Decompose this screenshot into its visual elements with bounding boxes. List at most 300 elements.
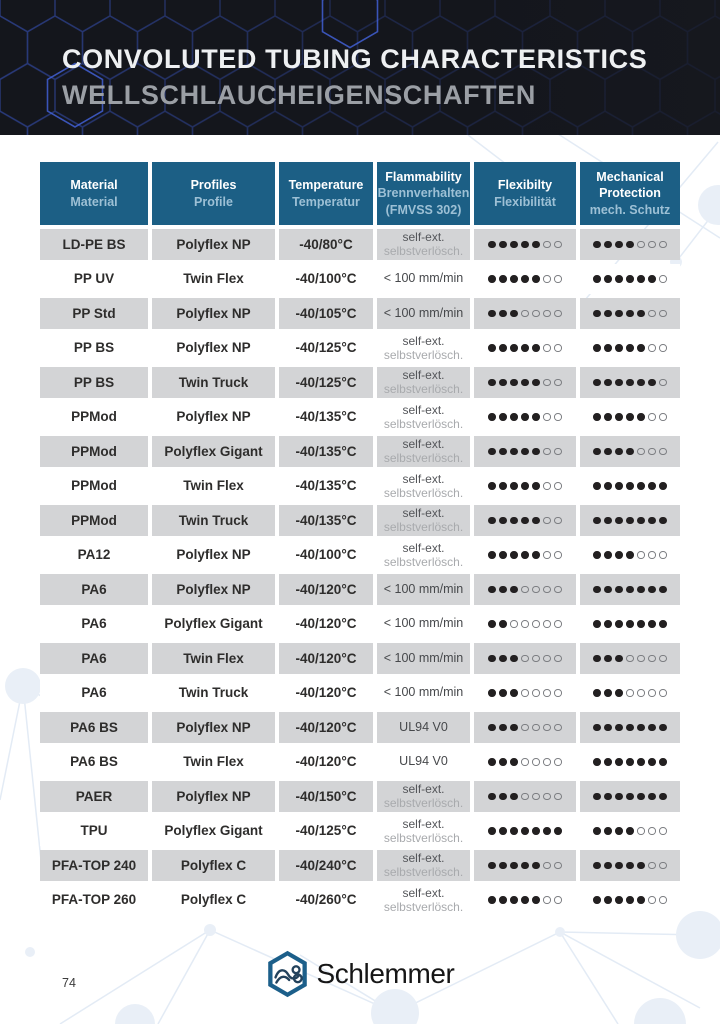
rating-dot-filled [648, 793, 656, 801]
temperature-value: -40/120°C [295, 616, 357, 631]
column-header-label: Material [70, 178, 118, 193]
profile-value: Twin Flex [183, 754, 244, 769]
profile-value: Polyflex NP [176, 788, 251, 804]
rating-dot-empty [532, 793, 540, 801]
mechanical-protection-rating [593, 862, 667, 870]
flammability-cell [377, 781, 470, 812]
rating-dot-filled [510, 551, 518, 559]
flammability-cell [377, 333, 470, 364]
profile-value: Twin Truck [178, 685, 249, 700]
rating-dot-filled [593, 448, 601, 456]
flexibility-rating [488, 551, 562, 559]
material-cell [40, 436, 148, 467]
temperature-value: -40/125°C [295, 340, 357, 355]
rating-dot-empty [554, 896, 562, 904]
temperature-cell [279, 850, 373, 881]
profile-cell [152, 264, 275, 295]
rating-dot-filled [615, 241, 623, 249]
rating-dot-empty [543, 655, 551, 663]
rating-dot-filled [521, 448, 529, 456]
flammability-value-de: selbstverlösch. [383, 830, 464, 845]
rating-dot-filled [659, 517, 667, 525]
rating-dot-empty [637, 827, 645, 835]
material-cell [40, 229, 148, 260]
profile-cell [152, 643, 275, 674]
rating-dot-empty [659, 689, 667, 697]
flammability-value: < 100 mm/min [383, 581, 464, 596]
material-value: PPMod [71, 512, 117, 528]
flexibility-rating-cell [474, 850, 576, 881]
column-header-mechanical-protection [580, 162, 680, 225]
mechanical-protection-rating [593, 827, 667, 835]
material-cell [40, 781, 148, 812]
profile-cell [152, 678, 275, 709]
rating-dot-empty [648, 310, 656, 318]
rating-dot-filled [510, 517, 518, 525]
rating-dot-filled [637, 413, 645, 421]
rating-dot-empty [554, 551, 562, 559]
profile-cell [152, 609, 275, 640]
rating-dot-filled [615, 551, 623, 559]
page-title-de: WELLSCHLAUCHEIGENSCHAFTEN [62, 80, 536, 110]
rating-dot-empty [637, 689, 645, 697]
rating-dot-filled [648, 758, 656, 766]
flammability-cell [377, 747, 470, 778]
flammability-cell [377, 678, 470, 709]
profile-value: Polyflex C [180, 892, 247, 907]
material-value: PFA-TOP 260 [51, 892, 137, 907]
rating-dot-empty [543, 620, 551, 628]
rating-dot-filled [499, 793, 507, 801]
flammability-cell [377, 712, 470, 743]
rating-dot-empty [532, 310, 540, 318]
rating-dot-filled [532, 551, 540, 559]
profile-cell [152, 540, 275, 571]
rating-dot-empty [554, 793, 562, 801]
rating-dot-filled [499, 241, 507, 249]
rating-dot-filled [637, 586, 645, 594]
rating-dot-empty [554, 310, 562, 318]
temperature-cell [279, 678, 373, 709]
rating-dot-filled [593, 344, 601, 352]
rating-dot-filled [593, 586, 601, 594]
rating-dot-filled [510, 689, 518, 697]
rating-dot-filled [499, 275, 507, 283]
rating-dot-empty [543, 482, 551, 490]
temperature-cell [279, 298, 373, 329]
rating-dot-filled [604, 413, 612, 421]
rating-dot-empty [532, 689, 540, 697]
flammability-cell [377, 885, 470, 916]
flexibility-rating-cell [474, 781, 576, 812]
rating-dot-filled [521, 517, 529, 525]
rating-dot-empty [543, 793, 551, 801]
rating-dot-filled [626, 275, 634, 283]
mechanical-rating-cell [580, 781, 680, 812]
rating-dot-filled [659, 620, 667, 628]
rating-dot-filled [648, 482, 656, 490]
flexibility-rating [488, 724, 562, 732]
rating-dot-empty [554, 448, 562, 456]
mechanical-protection-rating [593, 655, 667, 663]
rating-dot-filled [521, 344, 529, 352]
temperature-cell [279, 436, 373, 467]
column-header-label: Mechanical Protection [596, 170, 664, 201]
flexibility-rating-cell [474, 402, 576, 433]
profile-cell [152, 712, 275, 743]
rating-dot-empty [659, 275, 667, 283]
rating-dot-filled [532, 344, 540, 352]
flammability-cell [377, 264, 470, 295]
profile-cell [152, 574, 275, 605]
column-header-sublabel: Material [70, 194, 118, 209]
flexibility-rating [488, 241, 562, 249]
rating-dot-filled [521, 241, 529, 249]
flammability-value: UL94 V0 [399, 754, 448, 769]
rating-dot-filled [488, 758, 496, 766]
mechanical-rating-cell [580, 609, 680, 640]
material-cell [40, 643, 148, 674]
flexibility-rating [488, 344, 562, 352]
material-value: PP BS [73, 340, 115, 355]
rating-dot-filled [648, 275, 656, 283]
rating-dot-filled [659, 724, 667, 732]
rating-dot-filled [532, 896, 540, 904]
rating-dot-empty [626, 655, 634, 663]
rating-dot-empty [554, 344, 562, 352]
rating-dot-filled [615, 758, 623, 766]
mechanical-rating-cell [580, 678, 680, 709]
temperature-value: -40/100°C [295, 271, 357, 286]
mechanical-rating-cell [580, 505, 680, 536]
material-cell [40, 609, 148, 640]
mechanical-protection-rating [593, 275, 667, 283]
rating-dot-empty [532, 586, 540, 594]
flexibility-rating [488, 413, 562, 421]
rating-dot-filled [637, 758, 645, 766]
rating-dot-filled [648, 620, 656, 628]
rating-dot-filled [521, 482, 529, 490]
rating-dot-filled [604, 310, 612, 318]
rating-dot-empty [648, 689, 656, 697]
mechanical-rating-cell [580, 816, 680, 847]
profile-cell [152, 298, 275, 329]
flammability-value: < 100 mm/min [383, 616, 464, 631]
profile-value: Polyflex NP [176, 340, 251, 355]
rating-dot-filled [488, 586, 496, 594]
profile-value: Twin Truck [178, 512, 249, 528]
temperature-value: -40/150°C [295, 788, 357, 804]
flammability-cell [377, 298, 470, 329]
rating-dot-empty [532, 758, 540, 766]
rating-dot-empty [659, 551, 667, 559]
rating-dot-filled [615, 448, 623, 456]
flammability-value: < 100 mm/min [383, 271, 464, 286]
flexibility-rating-cell [474, 678, 576, 709]
rating-dot-empty [543, 379, 551, 387]
flexibility-rating-cell [474, 816, 576, 847]
rating-dot-filled [510, 758, 518, 766]
flammability-value: self-ext. [402, 540, 445, 555]
flexibility-rating-cell [474, 229, 576, 260]
rating-dot-filled [604, 655, 612, 663]
mechanical-protection-rating [593, 758, 667, 766]
flammability-value: self-ext. [402, 851, 445, 866]
profile-value: Polyflex NP [176, 581, 251, 597]
rating-dot-filled [593, 620, 601, 628]
flexibility-rating [488, 620, 562, 628]
flexibility-rating [488, 896, 562, 904]
rating-dot-filled [626, 862, 634, 870]
material-cell [40, 402, 148, 433]
temperature-cell [279, 402, 373, 433]
flammability-cell [377, 436, 470, 467]
rating-dot-filled [593, 793, 601, 801]
profile-value: Polyflex NP [176, 409, 251, 424]
mechanical-rating-cell [580, 436, 680, 467]
rating-dot-empty [543, 689, 551, 697]
mechanical-protection-rating [593, 310, 667, 318]
flexibility-rating-cell [474, 264, 576, 295]
page-header-band [0, 0, 720, 135]
rating-dot-filled [604, 793, 612, 801]
profile-value: Polyflex Gigant [164, 443, 263, 459]
rating-dot-filled [637, 275, 645, 283]
temperature-cell [279, 505, 373, 536]
flammability-value: self-ext. [402, 402, 445, 417]
flammability-value-de: selbstverlösch. [383, 416, 464, 431]
mechanical-protection-rating [593, 586, 667, 594]
rating-dot-filled [521, 413, 529, 421]
rating-dot-filled [604, 586, 612, 594]
material-cell [40, 471, 148, 502]
rating-dot-filled [593, 758, 601, 766]
rating-dot-empty [532, 724, 540, 732]
rating-dot-filled [488, 482, 496, 490]
rating-dot-filled [510, 827, 518, 835]
rating-dot-filled [499, 482, 507, 490]
temperature-value: -40/100°C [295, 547, 357, 562]
material-value: PA6 [81, 650, 107, 666]
rating-dot-filled [615, 413, 623, 421]
rating-dot-filled [532, 517, 540, 525]
flexibility-rating-cell [474, 643, 576, 674]
rating-dot-filled [593, 379, 601, 387]
profile-value: Polyflex NP [176, 305, 251, 321]
mechanical-rating-cell [580, 402, 680, 433]
column-header-flammability [377, 162, 470, 225]
flammability-value: self-ext. [402, 885, 445, 900]
rating-dot-empty [543, 758, 551, 766]
rating-dot-empty [543, 551, 551, 559]
temperature-value: -40/120°C [295, 581, 357, 597]
mechanical-protection-rating [593, 379, 667, 387]
rating-dot-filled [499, 724, 507, 732]
temperature-cell [279, 643, 373, 674]
mechanical-rating-cell [580, 885, 680, 916]
rating-dot-filled [615, 896, 623, 904]
material-value: PA12 [77, 547, 111, 562]
mechanical-protection-rating [593, 689, 667, 697]
rating-dot-filled [637, 379, 645, 387]
rating-dot-empty [637, 551, 645, 559]
mechanical-rating-cell [580, 712, 680, 743]
rating-dot-filled [510, 724, 518, 732]
rating-dot-empty [554, 482, 562, 490]
flexibility-rating-cell [474, 885, 576, 916]
material-cell [40, 747, 148, 778]
rating-dot-filled [604, 620, 612, 628]
temperature-value: -40/135°C [295, 409, 357, 424]
mechanical-rating-cell [580, 850, 680, 881]
rating-dot-filled [499, 827, 507, 835]
column-header-temperature [279, 162, 373, 225]
column-header-sublabel: mech. Schutz [589, 202, 671, 217]
rating-dot-filled [532, 862, 540, 870]
flammability-value: self-ext. [402, 506, 445, 521]
material-cell [40, 367, 148, 398]
rating-dot-filled [637, 862, 645, 870]
rating-dot-empty [532, 620, 540, 628]
rating-dot-filled [488, 448, 496, 456]
rating-dot-filled [626, 310, 634, 318]
flammability-cell [377, 471, 470, 502]
rating-dot-filled [604, 551, 612, 559]
rating-dot-filled [626, 517, 634, 525]
temperature-value: -40/135°C [295, 512, 357, 528]
rating-dot-filled [510, 896, 518, 904]
material-value: PA6 [81, 581, 107, 597]
temperature-value: -40/120°C [295, 719, 357, 735]
mechanical-protection-rating [593, 482, 667, 490]
temperature-value: -40/105°C [295, 305, 357, 321]
rating-dot-filled [615, 620, 623, 628]
flammability-value: self-ext. [402, 816, 445, 831]
rating-dot-empty [543, 586, 551, 594]
rating-dot-filled [604, 758, 612, 766]
temperature-cell [279, 264, 373, 295]
flammability-cell [377, 229, 470, 260]
rating-dot-filled [615, 689, 623, 697]
flammability-value-de: selbstverlösch. [383, 520, 464, 535]
material-value: PPMod [71, 478, 117, 493]
rating-dot-empty [543, 241, 551, 249]
rating-dot-filled [499, 586, 507, 594]
temperature-value: -40/120°C [295, 754, 357, 769]
flammability-value: self-ext. [402, 230, 445, 245]
rating-dot-empty [521, 724, 529, 732]
rating-dot-empty [521, 793, 529, 801]
rating-dot-filled [615, 517, 623, 525]
page-title-en: CONVOLUTED TUBING CHARACTERISTICS [62, 44, 648, 74]
page-number: 74 [62, 976, 76, 990]
flexibility-rating [488, 310, 562, 318]
rating-dot-filled [532, 413, 540, 421]
temperature-cell [279, 229, 373, 260]
rating-dot-filled [626, 620, 634, 628]
rating-dot-empty [543, 413, 551, 421]
flammability-cell [377, 574, 470, 605]
rating-dot-empty [648, 413, 656, 421]
rating-dot-empty [648, 862, 656, 870]
rating-dot-filled [554, 827, 562, 835]
material-value: PPMod [71, 443, 117, 459]
rating-dot-empty [521, 758, 529, 766]
profile-cell [152, 816, 275, 847]
logo-wordmark: Schlemmer [316, 958, 455, 989]
rating-dot-filled [615, 724, 623, 732]
flexibility-rating [488, 793, 562, 801]
mechanical-protection-rating [593, 517, 667, 525]
rating-dot-filled [659, 758, 667, 766]
rating-dot-filled [499, 620, 507, 628]
flexibility-rating [488, 689, 562, 697]
rating-dot-filled [499, 413, 507, 421]
rating-dot-filled [510, 413, 518, 421]
profile-cell [152, 436, 275, 467]
rating-dot-filled [604, 689, 612, 697]
rating-dot-empty [521, 689, 529, 697]
material-cell [40, 505, 148, 536]
flammability-value-de: selbstverlösch. [383, 244, 464, 259]
rating-dot-filled [615, 793, 623, 801]
rating-dot-filled [532, 275, 540, 283]
profile-value: Twin Flex [183, 271, 244, 286]
schlemmer-hexagon-icon [266, 950, 310, 998]
rating-dot-empty [554, 241, 562, 249]
rating-dot-filled [615, 379, 623, 387]
rating-dot-filled [604, 517, 612, 525]
material-cell [40, 678, 148, 709]
rating-dot-filled [593, 517, 601, 525]
profile-cell [152, 471, 275, 502]
material-value: PA6 BS [70, 754, 118, 769]
rating-dot-filled [499, 655, 507, 663]
temperature-value: -40/80°C [299, 236, 353, 252]
rating-dot-empty [521, 310, 529, 318]
rating-dot-filled [532, 448, 540, 456]
temperature-value: -40/120°C [295, 650, 357, 666]
rating-dot-filled [637, 482, 645, 490]
characteristics-table [40, 162, 680, 915]
flexibility-rating [488, 448, 562, 456]
rating-dot-filled [488, 724, 496, 732]
rating-dot-empty [637, 448, 645, 456]
rating-dot-empty [648, 344, 656, 352]
profile-value: Twin Truck [178, 374, 249, 390]
rating-dot-filled [510, 275, 518, 283]
mechanical-rating-cell [580, 333, 680, 364]
flammability-value-de: selbstverlösch. [383, 796, 464, 811]
profile-cell [152, 781, 275, 812]
rating-dot-filled [659, 586, 667, 594]
rating-dot-filled [604, 448, 612, 456]
material-value: PFA-TOP 240 [51, 857, 137, 873]
flexibility-rating [488, 758, 562, 766]
rating-dot-filled [521, 551, 529, 559]
flammability-value: < 100 mm/min [383, 650, 464, 665]
rating-dot-filled [488, 689, 496, 697]
rating-dot-filled [510, 655, 518, 663]
mechanical-rating-cell [580, 367, 680, 398]
rating-dot-filled [615, 827, 623, 835]
rating-dot-filled [604, 344, 612, 352]
profile-value: Twin Flex [183, 478, 244, 493]
column-header-sublabel: Brennverhalten (FMVSS 302) [377, 186, 470, 217]
rating-dot-filled [521, 379, 529, 387]
rating-dot-filled [488, 862, 496, 870]
rating-dot-filled [499, 551, 507, 559]
